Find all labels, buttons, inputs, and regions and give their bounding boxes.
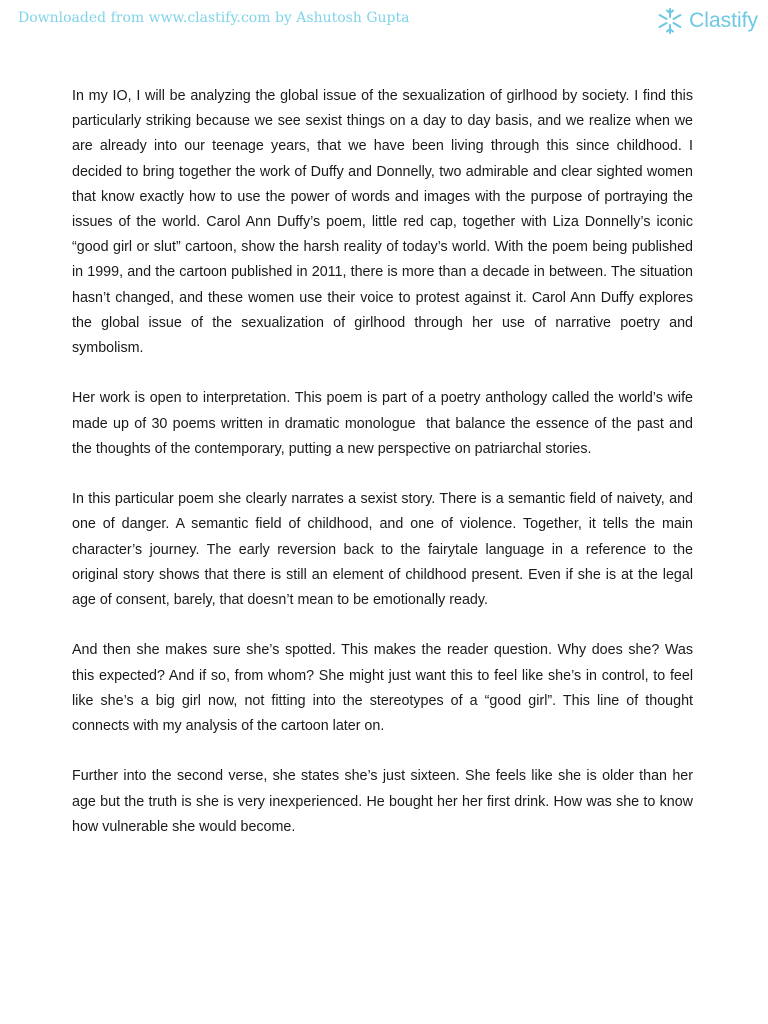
brand-name: Clastify bbox=[689, 9, 758, 32]
clastify-logo[interactable] bbox=[656, 6, 758, 36]
document-body bbox=[72, 84, 697, 865]
paragraph-5: Further into the second verse, she states she’s just sixteen. She feels like she is older than her age but the truth is she is very inexperienced. He bought her her first drink. How was she to know how vulnerable she would become. bbox=[72, 768, 697, 835]
paragraph-2: Her work is open to interpretation. This poem is part of a poetry anthology called the world’s wife made up of 30 poems written in dramatic monologue that balance the essence of the past and the thoughts of the contemporary, putting a new perspective on patriarchal stories. bbox=[72, 390, 697, 457]
download-attribution: Downloaded from www.clastify.com by Ashutosh Gupta bbox=[18, 10, 410, 26]
paragraph-1: In my IO, I will be analyzing the global issue of the sexualization of girlhood by society. I find this particularly striking because we see sexist things on a day to day basis, and we realize when we are already into our teenage years, that we have been living through this since childhood. I decided to bring together the work of Duffy and Donnelly, two admirable and clear sighted women that know exactly how to use the power of words and images with the purpose of portraying the issues of the world. Carol Ann Duffy’s poem, little red cap, together with Liza Donnelly’s iconic “good girl or slut” cartoon, show the harsh reality of today’s world. With the poem being published in 1999, and the cartoon published in 2011, there is more than a decade in between. The situation hasn’t changed, and these women use their voice to protest against it. Carol Ann Duffy explores the global issue of the sexualization of girlhood through her use of narrative poetry and symbolism. bbox=[72, 88, 697, 357]
paragraph-3: In this particular poem she clearly narrates a sexist story. There is a semantic field of naivety, and one of danger. A semantic field of childhood, and one of violence. Together, it tells the main character’s journey. The early reversion back to the fairytale language in a reference to the original story shows that there is still an element of childhood present. Even if she is at the legal age of consent, barely, that doesn’t mean to be emotionally ready. bbox=[72, 491, 697, 609]
paragraph-4: And then she makes sure she’s spotted. This makes the reader question. Why does she? Was this expected? And if so, from whom? She might just want this to feel like she’s in control, to feel like she’s a big girl now, not fitting into the stereotypes of a “good girl”. This line of thought connects with my analysis of the cartoon later on. bbox=[72, 642, 697, 735]
page-header bbox=[0, 0, 768, 44]
snowflake-icon bbox=[656, 7, 684, 35]
